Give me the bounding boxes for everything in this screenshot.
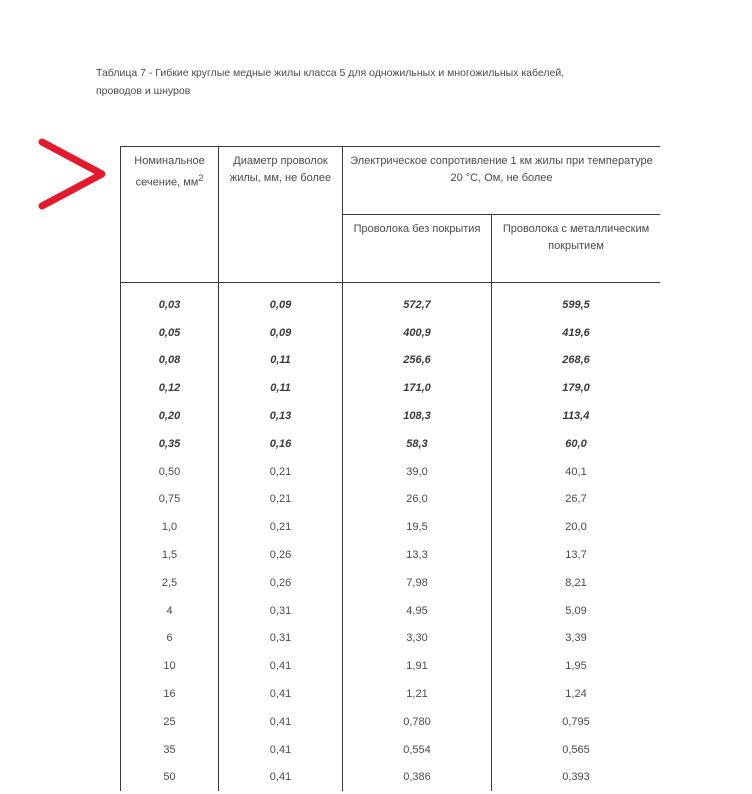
cell-bare: 400,9 [343,319,492,347]
cell-bare: 572,7 [343,283,492,319]
cell-bare: 58,3 [343,430,492,458]
table-row [121,283,661,319]
table-row [121,458,661,486]
cell-diameter: 0,11 [219,347,343,375]
cell-bare: 13,3 [343,541,492,569]
cell-section: 10 [121,652,219,680]
conductor-table [120,146,660,791]
cell-coated: 8,21 [492,569,661,597]
cell-bare: 108,3 [343,402,492,430]
cell-bare: 39,0 [343,458,492,486]
table-row [121,430,661,458]
cell-diameter: 0,31 [219,625,343,653]
cell-coated: 13,7 [492,541,661,569]
caption-line-2: проводов и шнуров [96,85,191,97]
header-wire-diameter: Диаметр проволок жилы, мм, не более [219,147,343,283]
cell-section: 6 [121,625,219,653]
cell-section: 16 [121,680,219,708]
cell-diameter: 0,09 [219,319,343,347]
cell-diameter: 0,41 [219,708,343,736]
header-unit-superscript: 2 [198,173,204,183]
table-row [121,486,661,514]
cell-diameter: 0,21 [219,458,343,486]
cell-bare: 19,5 [343,513,492,541]
cell-diameter: 0,21 [219,513,343,541]
cell-bare: 4,95 [343,597,492,625]
cell-bare: 0,386 [343,764,492,792]
table-row [121,569,661,597]
cell-coated: 0,795 [492,708,661,736]
cell-section: 0,08 [121,347,219,375]
cell-section: 0,50 [121,458,219,486]
cell-bare: 171,0 [343,374,492,402]
cell-section: 2,5 [121,569,219,597]
cell-coated: 3,39 [492,625,661,653]
red-chevron-right-icon [34,136,114,216]
cell-section: 0,35 [121,430,219,458]
cell-section: 0,05 [121,319,219,347]
header-nominal-section-label: Номинальное сечение, мм [134,155,205,189]
table-row [121,541,661,569]
cell-section: 0,75 [121,486,219,514]
cell-bare: 1,21 [343,680,492,708]
table-row [121,708,661,736]
table-row [121,680,661,708]
cell-diameter: 0,41 [219,652,343,680]
table-row [121,402,661,430]
cell-coated: 26,7 [492,486,661,514]
cell-diameter: 0,21 [219,486,343,514]
table-row [121,652,661,680]
header-coated-wire: Проволока с металлическим покрытием [492,215,661,283]
cell-diameter: 0,26 [219,569,343,597]
cell-diameter: 0,26 [219,541,343,569]
cell-section: 4 [121,597,219,625]
cell-bare: 3,30 [343,625,492,653]
caption-line-1: Таблица 7 - Гибкие круглые медные жилы класса 5 для одножильных и многожильных кабелей, [96,67,565,79]
cell-coated: 419,6 [492,319,661,347]
cell-coated: 268,6 [492,347,661,375]
table-caption [96,64,696,100]
table-row [121,764,661,792]
cell-coated: 179,0 [492,374,661,402]
cell-bare: 1,91 [343,652,492,680]
table-row [121,347,661,375]
table-row [121,736,661,764]
cell-bare: 0,554 [343,736,492,764]
conductor-table-container [120,146,660,794]
cell-diameter: 0,09 [219,283,343,319]
cell-diameter: 0,31 [219,597,343,625]
cell-section: 1,0 [121,513,219,541]
cell-section: 0,20 [121,402,219,430]
cell-coated: 20,0 [492,513,661,541]
table-row [121,374,661,402]
cell-coated: 1,24 [492,680,661,708]
cell-section: 50 [121,764,219,792]
cell-section: 1,5 [121,541,219,569]
header-resistance-group: Электрическое сопротивление 1 км жилы при температуре 20 °С, Ом, не более [343,147,661,215]
cell-section: 0,03 [121,283,219,319]
cell-coated: 599,5 [492,283,661,319]
cell-diameter: 0,41 [219,680,343,708]
header-nominal-section [121,147,219,283]
cell-diameter: 0,41 [219,736,343,764]
table-row [121,513,661,541]
table-row [121,597,661,625]
header-bare-wire: Проволока без покрытия [343,215,492,283]
cell-coated: 1,95 [492,652,661,680]
cell-diameter: 0,41 [219,764,343,792]
table-body [121,283,661,792]
cell-section: 35 [121,736,219,764]
table-row [121,625,661,653]
cell-bare: 0,780 [343,708,492,736]
cell-coated: 60,0 [492,430,661,458]
cell-coated: 5,09 [492,597,661,625]
cell-bare: 26,0 [343,486,492,514]
cell-diameter: 0,16 [219,430,343,458]
cell-bare: 256,6 [343,347,492,375]
cell-section: 0,12 [121,374,219,402]
cell-diameter: 0,11 [219,374,343,402]
cell-coated: 0,393 [492,764,661,792]
cell-coated: 0,565 [492,736,661,764]
cell-bare: 7,98 [343,569,492,597]
cell-diameter: 0,13 [219,402,343,430]
cell-coated: 40,1 [492,458,661,486]
cell-section: 25 [121,708,219,736]
table-row [121,319,661,347]
cell-coated: 113,4 [492,402,661,430]
